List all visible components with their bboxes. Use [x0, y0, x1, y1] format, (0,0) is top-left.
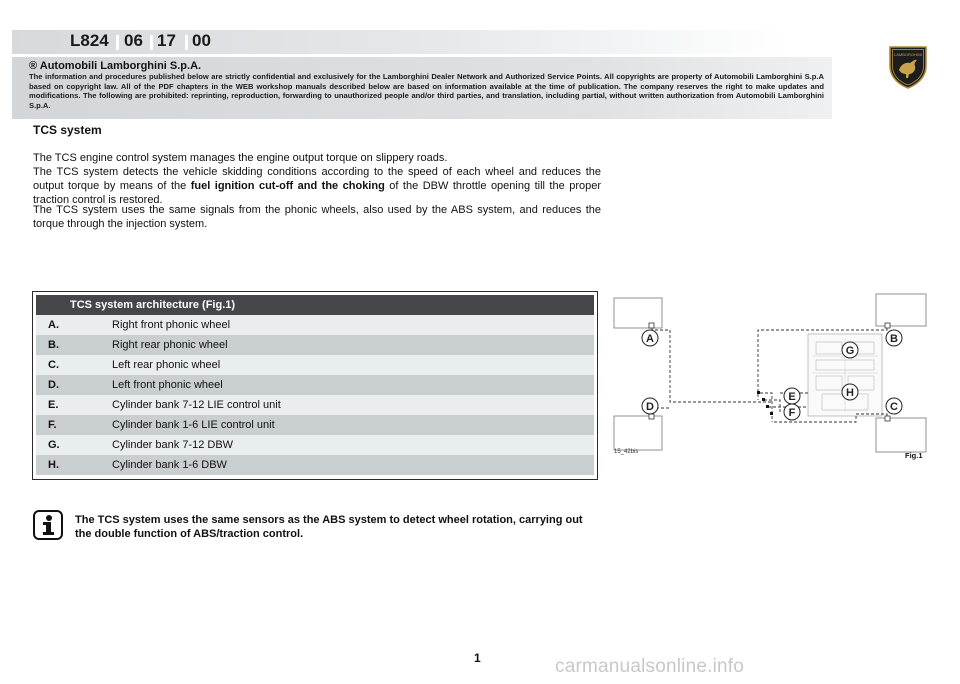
- legend-key: C.: [48, 359, 59, 371]
- label-text-H: H: [846, 387, 854, 399]
- label-text-G: G: [845, 345, 855, 357]
- figure-caption: Fig.1: [905, 451, 923, 460]
- legend-row: [36, 375, 594, 395]
- legend-row: [36, 335, 594, 355]
- figure-code: 15_42bis: [614, 449, 639, 455]
- tcs-diagram: [612, 290, 930, 462]
- label-text-A: A: [646, 333, 654, 345]
- tcs-architecture-figure: [612, 290, 930, 462]
- wheel-rear-left: [876, 418, 926, 452]
- legend-row: [36, 315, 594, 335]
- label-A: [642, 330, 658, 346]
- section-title: TCS system: [33, 123, 102, 137]
- page-number: 1: [474, 651, 481, 665]
- legend-desc: Left front phonic wheel: [112, 379, 223, 391]
- legend-row: [36, 395, 594, 415]
- label-text-C: C: [890, 401, 898, 413]
- legend-key: E.: [48, 399, 59, 411]
- paragraph-bold-text: fuel ignition cut-off and the choking: [190, 180, 385, 192]
- doc-code-model: L824: [70, 31, 109, 50]
- connector-markers: [757, 391, 773, 415]
- logo-wordmark: LAMBORGHINI: [893, 52, 923, 57]
- info-note-text: The TCS system uses the same sensors as the ABS system to detect wheel rotation, carrying out the double function of ABS/traction control.: [75, 514, 583, 540]
- code-separator: [116, 35, 119, 50]
- legend-key: B.: [48, 339, 59, 351]
- legend-desc: Right front phonic wheel: [112, 319, 231, 331]
- wheel-rear-right: [876, 294, 926, 326]
- code-separator: [150, 35, 153, 50]
- legend-key: A.: [48, 319, 59, 331]
- legend-desc: Cylinder bank 7-12 LIE control unit: [112, 399, 281, 411]
- bull-shield-icon: [886, 44, 930, 90]
- watermark: carmanualsonline.info: [555, 656, 745, 677]
- legend-desc: Right rear phonic wheel: [112, 339, 228, 351]
- label-C: [886, 398, 902, 414]
- label-text-B: B: [890, 333, 898, 345]
- label-F: [784, 404, 800, 420]
- notice-title: ® Automobili Lamborghini S.p.A.: [29, 60, 202, 72]
- paragraph-text: The TCS system detects the vehicle skidding conditions according to the speed of each wheel and reduces the output torque by means of the: [33, 166, 601, 192]
- code-separator: [185, 35, 188, 50]
- sensor-point: [885, 323, 890, 328]
- legend-key: H.: [48, 459, 59, 471]
- lamborghini-logo: [886, 44, 930, 90]
- wheel-front-right: [614, 298, 662, 328]
- legend-row: [36, 415, 594, 435]
- info-glyph: [37, 513, 59, 537]
- signals-paragraph: The TCS system uses the same signals from the phonic wheels, also used by the ABS system, and reduces the torque through the injection system.: [33, 204, 601, 230]
- legend-row: [36, 455, 594, 475]
- label-H: [842, 384, 858, 400]
- label-D: [642, 398, 658, 414]
- label-text-E: E: [788, 391, 796, 403]
- notice-text: The information and procedures published below are strictly confidential and exclusively for the Lamborghini Dealer Network and Authorized Service Points. All copyrights are property of Automobili Lamborghini S.p.A based on copyright law. All of the PDF chapters in the WEB workshop manuals described below are based on information available at the time of publication. The company reserves the right to make updates and modifications. The following are prohibited: reprinting, reproduction, forwarding to unauthorized people and/or third parties, and translation, including partial, without written authorization from Automobili Lamborghini S.p.A.: [29, 72, 824, 110]
- doc-code-group: 06: [124, 31, 143, 50]
- label-text-F: F: [788, 407, 796, 419]
- paragraph-text: of the DBW throttle opening till the proper traction control is restored.: [33, 180, 601, 206]
- legend-desc: Cylinder bank 1-6 LIE control unit: [112, 419, 275, 431]
- label-E: [784, 388, 800, 404]
- sensor-point: [649, 323, 654, 328]
- info-icon: [33, 510, 63, 540]
- wheel-front-left: [614, 416, 662, 450]
- legend-desc: Cylinder bank 7-12 DBW: [112, 439, 234, 451]
- intro-paragraph: The TCS engine control system manages the engine output torque on slippery roads.: [33, 152, 448, 164]
- legend-header: TCS system architecture (Fig.1): [36, 295, 594, 315]
- legend-row: [36, 355, 594, 375]
- doc-code-subgroup: 17: [157, 31, 176, 50]
- legend-key: F.: [48, 419, 57, 431]
- label-G: [842, 342, 858, 358]
- legend-desc: Cylinder bank 1-6 DBW: [112, 459, 227, 471]
- sensor-point: [885, 416, 890, 421]
- legend-key: G.: [48, 439, 60, 451]
- legend-key: D.: [48, 379, 59, 391]
- label-text-D: D: [646, 401, 654, 413]
- label-B: [886, 330, 902, 346]
- sensor-point: [649, 414, 654, 419]
- detection-paragraph: [33, 165, 601, 207]
- legend-row: [36, 435, 594, 455]
- legend-table: [32, 291, 598, 480]
- doc-code-section: 00: [192, 31, 211, 50]
- legend-desc: Left rear phonic wheel: [112, 359, 221, 371]
